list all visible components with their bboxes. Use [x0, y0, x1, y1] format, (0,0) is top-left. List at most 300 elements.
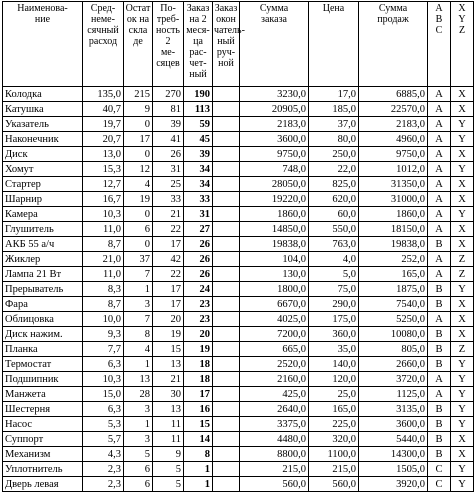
cell-sales-sum: 22570,0	[359, 102, 428, 117]
cell-order-calculated: 39	[184, 147, 213, 162]
cell-name: Дверь левая	[3, 477, 83, 492]
cell-stock: 17	[124, 132, 153, 147]
cell-stock: 12	[124, 162, 153, 177]
cell-order-calculated: 23	[184, 297, 213, 312]
cell-price: 17,0	[309, 87, 359, 102]
cell-stock: 8	[124, 327, 153, 342]
cell-price: 25,0	[309, 387, 359, 402]
cell-order-sum: 2520,0	[240, 357, 309, 372]
cell-avg-monthly-consumption: 10,3	[83, 372, 124, 387]
cell-order-sum: 4025,0	[240, 312, 309, 327]
cell-price: 763,0	[309, 237, 359, 252]
table-row	[3, 447, 474, 462]
cell-order-sum: 665,0	[240, 342, 309, 357]
cell-order-sum: 19220,0	[240, 192, 309, 207]
cell-stock: 0	[124, 147, 153, 162]
cell-order-final-manual	[213, 372, 240, 387]
cell-abc-class: B	[428, 327, 451, 342]
cell-sales-sum: 31000,0	[359, 192, 428, 207]
column-header-name: Наименова- ние	[3, 2, 83, 87]
cell-order-sum: 1800,0	[240, 282, 309, 297]
table-row	[3, 327, 474, 342]
header-row	[3, 2, 474, 87]
cell-stock: 3	[124, 432, 153, 447]
cell-order-final-manual	[213, 222, 240, 237]
column-header-abc-class: A B C	[428, 2, 451, 87]
cell-stock: 4	[124, 342, 153, 357]
cell-xyz-class: Y	[451, 357, 474, 372]
cell-stock: 0	[124, 117, 153, 132]
cell-order-calculated: 24	[184, 282, 213, 297]
cell-sales-sum: 31350,0	[359, 177, 428, 192]
cell-need-2-months: 9	[153, 447, 184, 462]
cell-name: АКБ 55 а/ч	[3, 237, 83, 252]
cell-price: 75,0	[309, 282, 359, 297]
cell-sales-sum: 2660,0	[359, 357, 428, 372]
cell-order-final-manual	[213, 477, 240, 492]
cell-order-calculated: 18	[184, 372, 213, 387]
cell-stock: 6	[124, 462, 153, 477]
cell-name: Уплотнитель	[3, 462, 83, 477]
cell-name: Шестерня	[3, 402, 83, 417]
cell-need-2-months: 22	[153, 222, 184, 237]
cell-abc-class: A	[428, 207, 451, 222]
cell-sales-sum: 252,0	[359, 252, 428, 267]
cell-order-sum: 104,0	[240, 252, 309, 267]
cell-order-sum: 19838,0	[240, 237, 309, 252]
cell-name: Суппорт	[3, 432, 83, 447]
cell-need-2-months: 33	[153, 192, 184, 207]
cell-abc-class: B	[428, 282, 451, 297]
cell-order-final-manual	[213, 87, 240, 102]
cell-order-calculated: 113	[184, 102, 213, 117]
cell-name: Насос	[3, 417, 83, 432]
cell-name: Планка	[3, 342, 83, 357]
table-row	[3, 357, 474, 372]
cell-need-2-months: 81	[153, 102, 184, 117]
cell-avg-monthly-consumption: 6,3	[83, 402, 124, 417]
cell-price: 550,0	[309, 222, 359, 237]
cell-price: 620,0	[309, 192, 359, 207]
cell-order-calculated: 1	[184, 462, 213, 477]
cell-avg-monthly-consumption: 11,0	[83, 222, 124, 237]
cell-avg-monthly-consumption: 9,3	[83, 327, 124, 342]
cell-abc-class: A	[428, 177, 451, 192]
cell-abc-class: A	[428, 312, 451, 327]
cell-sales-sum: 3600,0	[359, 417, 428, 432]
cell-name: Манжета	[3, 387, 83, 402]
cell-avg-monthly-consumption: 5,3	[83, 417, 124, 432]
cell-order-final-manual	[213, 192, 240, 207]
cell-order-final-manual	[213, 147, 240, 162]
cell-xyz-class: X	[451, 87, 474, 102]
cell-name: Колодка	[3, 87, 83, 102]
table-row	[3, 87, 474, 102]
cell-price: 290,0	[309, 297, 359, 312]
cell-order-sum: 14850,0	[240, 222, 309, 237]
table-row	[3, 402, 474, 417]
cell-order-calculated: 59	[184, 117, 213, 132]
cell-need-2-months: 13	[153, 357, 184, 372]
cell-xyz-class: Z	[451, 342, 474, 357]
cell-sales-sum: 10080,0	[359, 327, 428, 342]
cell-stock: 1	[124, 357, 153, 372]
cell-need-2-months: 25	[153, 177, 184, 192]
cell-order-calculated: 18	[184, 357, 213, 372]
table-row	[3, 372, 474, 387]
cell-price: 560,0	[309, 477, 359, 492]
cell-sales-sum: 805,0	[359, 342, 428, 357]
column-header-order-final-manual: Заказ окон чатель- ный руч- ной	[213, 2, 240, 87]
cell-sales-sum: 4960,0	[359, 132, 428, 147]
cell-order-final-manual	[213, 402, 240, 417]
cell-order-sum: 4480,0	[240, 432, 309, 447]
cell-xyz-class: X	[451, 222, 474, 237]
cell-name: Хомут	[3, 162, 83, 177]
cell-stock: 4	[124, 177, 153, 192]
cell-xyz-class: X	[451, 297, 474, 312]
cell-xyz-class: X	[451, 147, 474, 162]
cell-avg-monthly-consumption: 15,3	[83, 162, 124, 177]
cell-name: Диск	[3, 147, 83, 162]
cell-name: Прерыватель	[3, 282, 83, 297]
cell-price: 165,0	[309, 402, 359, 417]
cell-avg-monthly-consumption: 15,0	[83, 387, 124, 402]
cell-order-final-manual	[213, 327, 240, 342]
cell-xyz-class: Y	[451, 132, 474, 147]
cell-price: 175,0	[309, 312, 359, 327]
cell-need-2-months: 26	[153, 147, 184, 162]
cell-order-final-manual	[213, 252, 240, 267]
cell-avg-monthly-consumption: 13,0	[83, 147, 124, 162]
cell-stock: 3	[124, 402, 153, 417]
cell-name: Механизм	[3, 447, 83, 462]
cell-stock: 7	[124, 267, 153, 282]
cell-sales-sum: 7540,0	[359, 297, 428, 312]
column-header-need-2-months: По- треб- ность 2 ме- сяцев	[153, 2, 184, 87]
cell-need-2-months: 17	[153, 297, 184, 312]
cell-order-final-manual	[213, 162, 240, 177]
cell-order-calculated: 15	[184, 417, 213, 432]
cell-sales-sum: 5250,0	[359, 312, 428, 327]
cell-order-calculated: 34	[184, 162, 213, 177]
cell-avg-monthly-consumption: 10,0	[83, 312, 124, 327]
cell-abc-class: A	[428, 132, 451, 147]
cell-order-calculated: 31	[184, 207, 213, 222]
cell-xyz-class: Y	[451, 417, 474, 432]
cell-price: 225,0	[309, 417, 359, 432]
cell-avg-monthly-consumption: 8,3	[83, 282, 124, 297]
cell-abc-class: B	[428, 357, 451, 372]
cell-need-2-months: 5	[153, 477, 184, 492]
cell-avg-monthly-consumption: 4,3	[83, 447, 124, 462]
cell-price: 1100,0	[309, 447, 359, 462]
cell-xyz-class: Y	[451, 282, 474, 297]
cell-avg-monthly-consumption: 8,7	[83, 297, 124, 312]
cell-order-final-manual	[213, 102, 240, 117]
cell-avg-monthly-consumption: 21,0	[83, 252, 124, 267]
cell-sales-sum: 9750,0	[359, 147, 428, 162]
cell-xyz-class: Z	[451, 252, 474, 267]
cell-stock: 0	[124, 237, 153, 252]
cell-sales-sum: 19838,0	[359, 237, 428, 252]
cell-abc-class: A	[428, 87, 451, 102]
cell-order-sum: 3230,0	[240, 87, 309, 102]
cell-order-sum: 425,0	[240, 387, 309, 402]
column-header-avg-monthly-consumption: Сред- неме- сячный расход	[83, 2, 124, 87]
cell-name: Катушка	[3, 102, 83, 117]
cell-need-2-months: 5	[153, 462, 184, 477]
cell-xyz-class: X	[451, 102, 474, 117]
cell-price: 250,0	[309, 147, 359, 162]
cell-order-calculated: 23	[184, 312, 213, 327]
cell-avg-monthly-consumption: 11,0	[83, 267, 124, 282]
cell-price: 360,0	[309, 327, 359, 342]
cell-name: Жиклер	[3, 252, 83, 267]
cell-order-final-manual	[213, 342, 240, 357]
cell-stock: 9	[124, 102, 153, 117]
cell-order-calculated: 27	[184, 222, 213, 237]
cell-order-final-manual	[213, 462, 240, 477]
cell-order-final-manual	[213, 267, 240, 282]
cell-need-2-months: 13	[153, 402, 184, 417]
cell-avg-monthly-consumption: 40,7	[83, 102, 124, 117]
column-header-order-sum: Сумма заказа	[240, 2, 309, 87]
cell-name: Диск нажим.	[3, 327, 83, 342]
cell-order-calculated: 34	[184, 177, 213, 192]
cell-order-final-manual	[213, 432, 240, 447]
cell-xyz-class: Y	[451, 462, 474, 477]
cell-price: 4,0	[309, 252, 359, 267]
cell-abc-class: B	[428, 417, 451, 432]
cell-order-calculated: 17	[184, 387, 213, 402]
table-row	[3, 282, 474, 297]
cell-price: 825,0	[309, 177, 359, 192]
table-row	[3, 102, 474, 117]
cell-name: Подшипник	[3, 372, 83, 387]
cell-order-sum: 2160,0	[240, 372, 309, 387]
cell-name: Наконечник	[3, 132, 83, 147]
column-header-sales-sum: Сумма продаж	[359, 2, 428, 87]
cell-sales-sum: 1875,0	[359, 282, 428, 297]
cell-avg-monthly-consumption: 5,7	[83, 432, 124, 447]
cell-order-sum: 215,0	[240, 462, 309, 477]
table-row	[3, 297, 474, 312]
cell-need-2-months: 270	[153, 87, 184, 102]
cell-abc-class: C	[428, 462, 451, 477]
cell-xyz-class: Y	[451, 372, 474, 387]
table-header	[3, 2, 474, 87]
column-header-xyz-class: X Y Z	[451, 2, 474, 87]
table-row	[3, 387, 474, 402]
cell-order-sum: 560,0	[240, 477, 309, 492]
cell-order-final-manual	[213, 132, 240, 147]
cell-avg-monthly-consumption: 12,7	[83, 177, 124, 192]
cell-sales-sum: 2183,0	[359, 117, 428, 132]
cell-stock: 7	[124, 312, 153, 327]
cell-order-calculated: 1	[184, 477, 213, 492]
cell-need-2-months: 19	[153, 327, 184, 342]
cell-order-final-manual	[213, 177, 240, 192]
cell-need-2-months: 41	[153, 132, 184, 147]
inventory-table-wrapper	[2, 1, 474, 492]
cell-order-calculated: 14	[184, 432, 213, 447]
cell-abc-class: B	[428, 432, 451, 447]
cell-need-2-months: 11	[153, 417, 184, 432]
cell-order-final-manual	[213, 357, 240, 372]
cell-stock: 6	[124, 477, 153, 492]
cell-xyz-class: Y	[451, 117, 474, 132]
cell-xyz-class: X	[451, 327, 474, 342]
cell-order-final-manual	[213, 237, 240, 252]
cell-avg-monthly-consumption: 6,3	[83, 357, 124, 372]
cell-abc-class: C	[428, 477, 451, 492]
cell-stock: 28	[124, 387, 153, 402]
cell-need-2-months: 20	[153, 312, 184, 327]
cell-sales-sum: 6885,0	[359, 87, 428, 102]
cell-xyz-class: X	[451, 237, 474, 252]
cell-price: 120,0	[309, 372, 359, 387]
table-row	[3, 267, 474, 282]
table-row	[3, 162, 474, 177]
cell-avg-monthly-consumption: 19,7	[83, 117, 124, 132]
cell-xyz-class: Y	[451, 402, 474, 417]
cell-abc-class: A	[428, 162, 451, 177]
cell-abc-class: B	[428, 342, 451, 357]
cell-name: Шарнир	[3, 192, 83, 207]
cell-order-calculated: 190	[184, 87, 213, 102]
cell-sales-sum: 165,0	[359, 267, 428, 282]
cell-order-sum: 7200,0	[240, 327, 309, 342]
cell-stock: 215	[124, 87, 153, 102]
cell-abc-class: A	[428, 267, 451, 282]
cell-order-final-manual	[213, 207, 240, 222]
table-row	[3, 342, 474, 357]
cell-avg-monthly-consumption: 135,0	[83, 87, 124, 102]
cell-need-2-months: 17	[153, 282, 184, 297]
cell-name: Стартер	[3, 177, 83, 192]
cell-need-2-months: 15	[153, 342, 184, 357]
cell-name: Фара	[3, 297, 83, 312]
cell-avg-monthly-consumption: 8,7	[83, 237, 124, 252]
cell-order-final-manual	[213, 297, 240, 312]
cell-order-sum: 8800,0	[240, 447, 309, 462]
cell-sales-sum: 3920,0	[359, 477, 428, 492]
cell-avg-monthly-consumption: 20,7	[83, 132, 124, 147]
cell-abc-class: A	[428, 222, 451, 237]
cell-abc-class: A	[428, 147, 451, 162]
cell-xyz-class: Y	[451, 207, 474, 222]
cell-order-final-manual	[213, 117, 240, 132]
cell-price: 185,0	[309, 102, 359, 117]
cell-sales-sum: 5440,0	[359, 432, 428, 447]
cell-order-calculated: 8	[184, 447, 213, 462]
table-row	[3, 417, 474, 432]
cell-name: Лампа 21 Вт	[3, 267, 83, 282]
cell-need-2-months: 11	[153, 432, 184, 447]
cell-order-calculated: 20	[184, 327, 213, 342]
cell-xyz-class: Z	[451, 267, 474, 282]
cell-stock: 1	[124, 417, 153, 432]
cell-xyz-class: X	[451, 312, 474, 327]
cell-sales-sum: 3135,0	[359, 402, 428, 417]
cell-order-final-manual	[213, 312, 240, 327]
cell-xyz-class: Y	[451, 477, 474, 492]
cell-price: 60,0	[309, 207, 359, 222]
cell-order-calculated: 26	[184, 252, 213, 267]
table-row	[3, 237, 474, 252]
cell-price: 5,0	[309, 267, 359, 282]
cell-stock: 5	[124, 447, 153, 462]
cell-price: 37,0	[309, 117, 359, 132]
cell-abc-class: A	[428, 387, 451, 402]
column-header-order-calculated: Заказ на 2 меся- ца рас- чет- ный	[184, 2, 213, 87]
cell-abc-class: B	[428, 402, 451, 417]
table-row	[3, 462, 474, 477]
cell-order-sum: 3375,0	[240, 417, 309, 432]
cell-abc-class: A	[428, 102, 451, 117]
cell-avg-monthly-consumption: 10,3	[83, 207, 124, 222]
table-row	[3, 222, 474, 237]
cell-abc-class: B	[428, 237, 451, 252]
cell-order-sum: 2640,0	[240, 402, 309, 417]
cell-price: 215,0	[309, 462, 359, 477]
cell-xyz-class: Y	[451, 387, 474, 402]
cell-sales-sum: 14300,0	[359, 447, 428, 462]
cell-order-sum: 28050,0	[240, 177, 309, 192]
table-row	[3, 117, 474, 132]
cell-order-calculated: 16	[184, 402, 213, 417]
table-row	[3, 207, 474, 222]
cell-order-calculated: 26	[184, 267, 213, 282]
cell-avg-monthly-consumption: 7,7	[83, 342, 124, 357]
cell-need-2-months: 39	[153, 117, 184, 132]
cell-order-sum: 130,0	[240, 267, 309, 282]
cell-order-final-manual	[213, 387, 240, 402]
cell-need-2-months: 22	[153, 267, 184, 282]
cell-order-sum: 2183,0	[240, 117, 309, 132]
cell-abc-class: A	[428, 117, 451, 132]
table-row	[3, 132, 474, 147]
cell-xyz-class: X	[451, 192, 474, 207]
cell-xyz-class: X	[451, 447, 474, 462]
cell-price: 140,0	[309, 357, 359, 372]
cell-order-sum: 6670,0	[240, 297, 309, 312]
cell-order-sum: 9750,0	[240, 147, 309, 162]
table-body	[3, 87, 474, 492]
table-row	[3, 147, 474, 162]
cell-name: Облицовка	[3, 312, 83, 327]
table-row	[3, 177, 474, 192]
cell-price: 22,0	[309, 162, 359, 177]
cell-stock: 13	[124, 372, 153, 387]
cell-order-sum: 20905,0	[240, 102, 309, 117]
cell-need-2-months: 42	[153, 252, 184, 267]
cell-abc-class: A	[428, 252, 451, 267]
cell-abc-class: B	[428, 447, 451, 462]
cell-sales-sum: 1505,0	[359, 462, 428, 477]
cell-order-calculated: 45	[184, 132, 213, 147]
cell-stock: 1	[124, 282, 153, 297]
cell-order-calculated: 26	[184, 237, 213, 252]
cell-need-2-months: 30	[153, 387, 184, 402]
cell-order-sum: 1860,0	[240, 207, 309, 222]
cell-price: 320,0	[309, 432, 359, 447]
cell-name: Указатель	[3, 117, 83, 132]
cell-stock: 37	[124, 252, 153, 267]
cell-name: Термостат	[3, 357, 83, 372]
cell-need-2-months: 21	[153, 372, 184, 387]
